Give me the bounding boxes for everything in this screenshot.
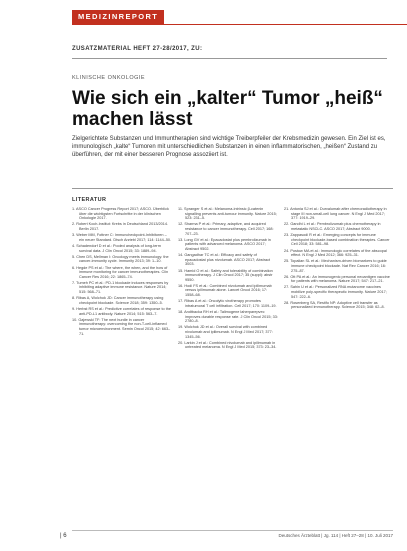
reference-item: 21. Antonia SJ et al.: Durvalumab after chemoradiotherapy in stage III non-small-cell lung cancer. N Engl J Med 2017; 377: 1919–29. xyxy=(284,207,387,221)
references-column-1 xyxy=(72,207,172,338)
reference-item: 1. ASCO Cancer Progress Report 2017; ASCO. Überblick über die wichtigsten Fortschritte in der klinischen Onkologie 2017. xyxy=(72,207,169,221)
reference-item: 24. Postow MA et al.: Immunologic correlates of the abscopal effect. N Engl J Med 2012; 366: 925–31. xyxy=(284,248,387,258)
reference-item: 11. Spranger S et al.: Melanoma-intrinsic β-catenin signalling prevents anti-tumour immunity. Nature 2015; 523: 231–5. xyxy=(178,207,277,221)
section-label xyxy=(72,10,164,24)
section-text: MEDIZINREPORT xyxy=(78,12,159,21)
reference-item: 9. Herbst RS et al.: Predictive correlates of response to the anti-PD-L1 antibody. Nature 2014; 515: 563–7. xyxy=(72,307,171,316)
reference-item: 22. Gandhi L et al.: Pembrolizumab plus chemotherapy in metastatic NSCLC. ASCO 2017; Abstract 9000. xyxy=(284,222,381,231)
reference-item: 17. Ribas A et al.: Oncolytic virotherapy promotes intratumoral T cell infiltration. Cell 2017; 170: 1109–19. xyxy=(178,299,277,308)
footer-rule xyxy=(72,530,393,531)
page-number: | 6 xyxy=(60,533,67,539)
reference-item: 7. Tumeh PC et al.: PD-1 blockade induces responses by inhibiting adaptive immune resistance. Nature 2014; 515: 568–71. xyxy=(72,280,169,295)
reference-item: 23. Zappasodi R et al.: Emerging concepts for immune checkpoint blockade-based combination therapies. Cancer Cell 2018; 33: 581–98. xyxy=(284,233,390,247)
references-column-2 xyxy=(178,207,278,352)
reference-item: 15. Hamid O et al.: Safety and tolerability of combination immunotherapy. J Clin Oncol 2017; 35 (suppl): abstr 9550. xyxy=(178,268,273,282)
section-divider xyxy=(72,24,407,25)
literature-title: LITERATUR xyxy=(72,197,107,203)
teaser: Zielgerichtete Substanzen und Immuntherapien sind wichtige Treiberpfeiler der Krebsmedizin gewesen. Ein Ziel ist es, immunologisch „kalte“ Tumoren mit unterschiedlichen Substanzen in einen inflammatorischen, „heißen“ Zustand zu überführen, der mit einer besseren Prognose assoziiert ist. xyxy=(72,136,386,159)
reference-item: 25. Topalian SL et al.: Mechanism-driven biomarkers to guide immune checkpoint blockade. Nat Rev Cancer 2016; 16: 275–87. xyxy=(284,259,387,273)
reference-item: 16. Hodi FS et al.: Combined nivolumab and ipilimumab versus ipilimumab alone. Lancet Oncol 2016; 17: 1558–68. xyxy=(178,283,272,298)
reference-item: 14. Gangadhar TC et al.: Efficacy and safety of epacadostat plus nivolumab. ASCO 2017; Abstract 3003. xyxy=(178,253,271,267)
reference-item: 2. Robert Koch-Institut: Krebs in Deutschland 2013/2014. Berlin 2017. xyxy=(72,222,169,231)
reference-item: 10. Gajewski TF: The next hurdle in cancer immunotherapy: overcoming the non-T-cell-inflamed tumor microenvironment. Semin Oncol 2015; 42: 663–71. xyxy=(72,317,171,336)
reference-item: 20. Larkin J et al.: Combined nivolumab and ipilimumab in untreated melanoma. N Engl J Med 2015; 373: 23–34. xyxy=(178,340,277,350)
teaser-rule xyxy=(72,188,393,189)
supplement-label: ZUSATZMATERIAL HEFT 27-28/2017, ZU: xyxy=(72,46,203,52)
headline: Wie sich ein „kalter“ Tumor „heiß“ machen lässt xyxy=(72,88,383,130)
reference-item: 12. Sharma P et al.: Primary, adaptive, and acquired resistance to cancer immunotherapy. Cell 2017; 168: 707–23. xyxy=(178,222,274,236)
reference-item: 13. Long GV et al.: Epacadostat plus pembrolizumab in patients with advanced melanoma. ASCO 2017; Abstract 9502. xyxy=(178,237,271,251)
subtopic-label: KLINISCHE ONKOLOGIE xyxy=(72,75,146,81)
reference-item: 4. Schadendorf D et al.: Pooled analysis of long-term survival data. J Clin Oncol 2015; 33: 1889–94. xyxy=(72,243,161,253)
references-column-3 xyxy=(284,207,390,312)
journal-citation: Deutsches Ärzteblatt | Jg. 114 | Heft 27–28 | 10. Juli 2017 xyxy=(278,533,393,538)
reference-item: 26. Ott PA et al.: An immunogenic personal neoantigen vaccine for patients with melanoma. Nature 2017; 547: 217–21. xyxy=(284,274,390,284)
reference-item: 5. Chen DS, Mellman I: Oncology meets immunology: the cancer-immunity cycle. Immunity 2013; 39: 1–10. xyxy=(72,254,169,264)
reference-item: 6. Hegde PS et al.: The where, the when, and the how of immune monitoring for cancer immunotherapies. Clin Cancer Res 2016; 22: 1865–74. xyxy=(72,265,169,279)
reference-item: 8. Ribas A, Wolchok JD: Cancer immunotherapy using checkpoint blockade. Science 2018; 359: 1350–5. xyxy=(72,296,164,305)
reference-item: 19. Wolchok JD et al.: Overall survival with combined nivolumab and ipilimumab. N Engl J Med 2017; 377: 1345–56. xyxy=(178,325,273,339)
reference-item: 27. Sahin U et al.: Personalized RNA mutanome vaccines mobilize poly-specific therapeutic immunity. Nature 2017; 547: 222–6. xyxy=(284,285,387,299)
header-rule xyxy=(72,58,387,59)
reference-item: 28. Rosenberg SA, Restifo NP: Adoptive cell transfer as personalized immunotherapy. Science 2015; 348: 62–8. xyxy=(284,300,385,310)
reference-item: 18. Andtbacka RH et al.: Talimogene laherparepvec improves durable response rate. J Clin Oncol 2015; 33: 2780–8. xyxy=(178,310,278,324)
reference-item: 3. Weber MM, Fottner C: Immuncheckpoint-Inhibitoren – ein neuer Standard. Dtsch Arztebl 2017; 114: 1144–50. xyxy=(72,233,172,242)
